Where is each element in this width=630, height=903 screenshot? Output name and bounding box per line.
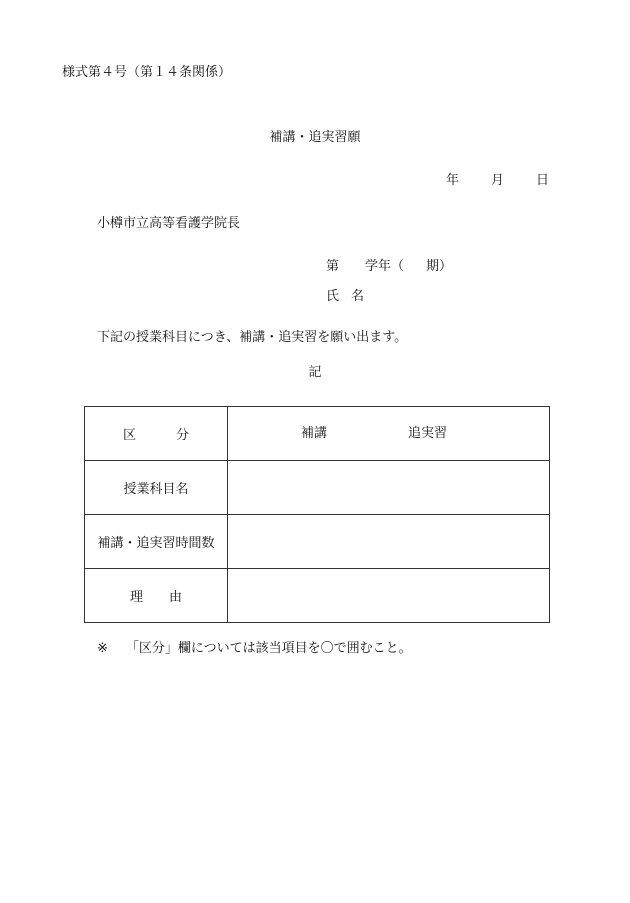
date-day-label: 日 — [536, 173, 550, 188]
request-table — [84, 406, 550, 623]
hours-label-cell: 補講・追実習時間数 — [85, 515, 228, 569]
category-option-makeup-practice[interactable]: 追実習 — [408, 426, 448, 441]
hours-value-cell[interactable] — [228, 515, 550, 569]
hours-row — [85, 515, 550, 569]
grade-suffix: 学年（ — [365, 259, 405, 274]
subject-row — [85, 461, 550, 515]
addressee: 小樽市立高等看護学院長 — [97, 216, 241, 231]
grade-prefix: 第 — [326, 259, 340, 274]
term-suffix: 期） — [426, 259, 453, 274]
reason-label-1: 理 — [129, 590, 143, 605]
ki-label: 記 — [308, 365, 322, 380]
category-label-1: 区 — [122, 428, 136, 443]
subject-value-cell[interactable] — [228, 461, 550, 515]
reason-value-cell[interactable] — [228, 569, 550, 623]
name-label-2: 名 — [351, 289, 365, 304]
form-number: 様式第４号（第１４条関係） — [62, 65, 232, 80]
footnote-text: 「区分」欄については該当項目を〇で囲むこと。 — [125, 641, 412, 656]
category-label-2: 分 — [176, 428, 190, 443]
reason-row — [85, 569, 550, 623]
document-title: 補講・追実習願 — [269, 130, 361, 145]
category-row — [85, 407, 550, 461]
grade-line — [326, 260, 452, 273]
category-value-cell[interactable] — [228, 407, 550, 461]
category-option-supplementary[interactable]: 補講 — [301, 426, 328, 441]
reason-label-2: 由 — [169, 590, 183, 605]
category-options — [228, 407, 549, 460]
category-label-cell — [85, 407, 228, 461]
footnote-mark: ※ — [97, 641, 108, 656]
request-text: 下記の授業科目につき、補講・追実習を願い出ます。 — [97, 330, 408, 345]
footnote — [97, 642, 412, 655]
date-year-label: 年 — [446, 173, 460, 188]
reason-label-cell — [85, 569, 228, 623]
name-line — [326, 290, 364, 303]
date-line — [446, 174, 549, 187]
subject-label-cell: 授業科目名 — [85, 461, 228, 515]
name-label-1: 氏 — [326, 289, 340, 304]
date-month-label: 月 — [491, 173, 505, 188]
